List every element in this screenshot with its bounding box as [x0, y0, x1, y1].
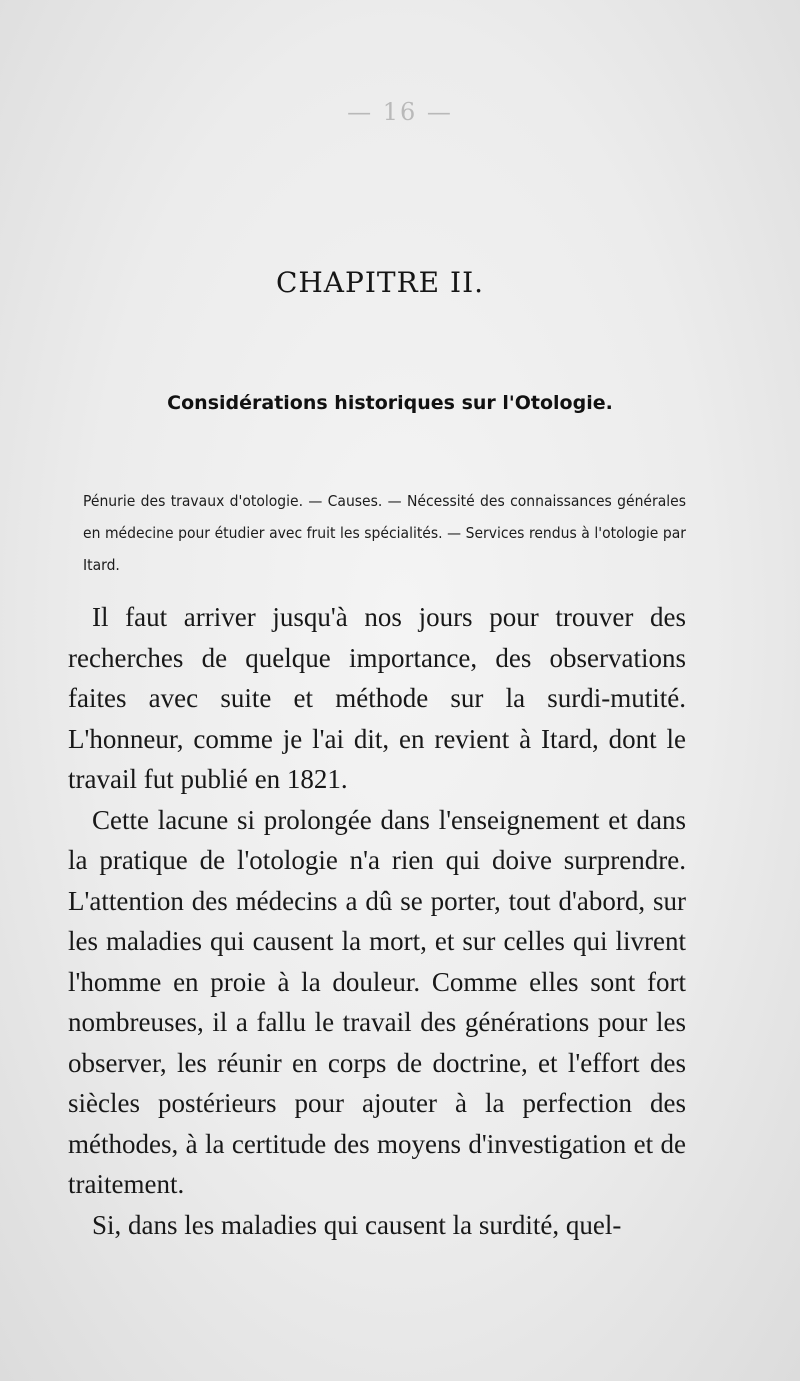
body-text — [68, 597, 686, 1245]
paragraph: Cette lacune si prolongée dans l'enseignement et dans la pratique de l'otologie n'a rien qui doive surprendre. L'attention des médecins a dû se porter, tout d'abord, sur les maladies qui causent la mort, et sur celles qui livrent l'homme en proie à la douleur. Comme elles sont fort nombreuses, il a fallu le travail des générations pour les observer, les réunir en corps de doctrine, et l'effort des siècles postérieurs pour ajouter à la perfection des méthodes, à la certitude des moyens d'investigation et de traitement. — [68, 804, 686, 1199]
paragraph: Si, dans les maladies qui causent la surdité, quel- — [92, 1209, 622, 1240]
chapter-subtitle: Considérations historiques sur l'Otologie. — [167, 392, 613, 414]
chapter-summary: Pénurie des travaux d'otologie. — Causes. — Nécessité des connaissances générales en médecine pour étudier avec fruit les spécialités. — Services rendus à l'otologie par Itard. — [83, 492, 686, 574]
page-number: — 16 — — [347, 98, 453, 126]
chapter-title: CHAPITRE II. — [275, 266, 485, 299]
paragraph: Il faut arriver jusqu'à nos jours pour trouver des recherches de quelque importance, des observations faites avec suite et méthode sur la surdi-mutité. L'honneur, comme je l'ai dit, en revient à Itard, dont le travail fut publié en 1821. — [68, 602, 686, 794]
